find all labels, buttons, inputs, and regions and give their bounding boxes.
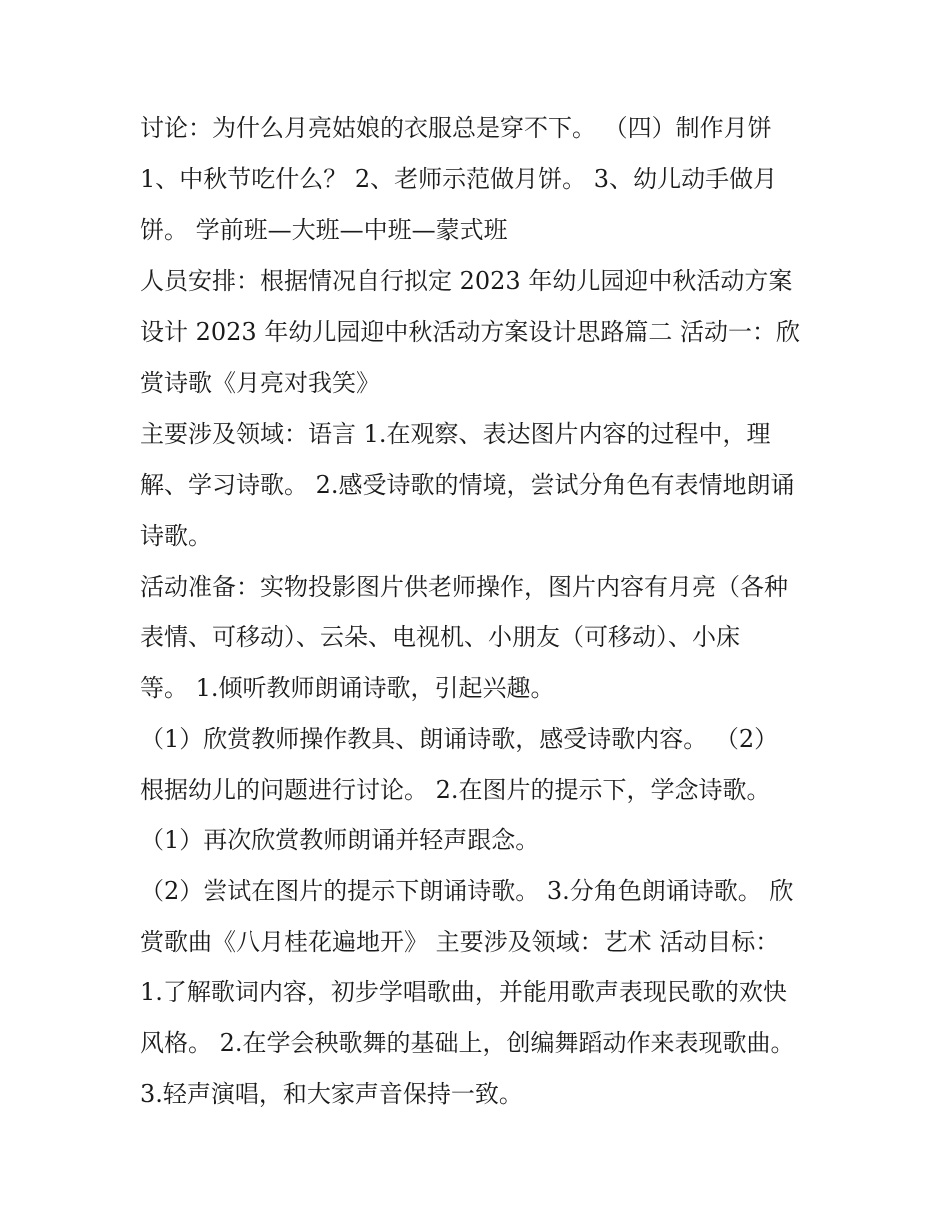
text-line: 人员安排：根据情况自行拟定 2023 年幼儿园迎中秋活动方案 [140, 267, 793, 295]
text-line: 设计 2023 年幼儿园迎中秋活动方案设计思路篇二 活动一：欣 [140, 318, 800, 346]
text-line: （2）尝试在图片的提示下朗诵诗歌。 3.分角色朗诵诗歌。 欣 [140, 877, 794, 905]
text-line: 解、学习诗歌。 2.感受诗歌的情境，尝试分角色有表情地朗诵 [140, 471, 795, 499]
text-line: 1.了解歌词内容，初步学唱歌曲，并能用歌声表现民歌的欢快 [140, 978, 787, 1006]
text-line: 赏诗歌《月亮对我笑》 [140, 369, 380, 397]
text-line: 讨论：为什么月亮姑娘的衣服总是穿不下。 （四）制作月饼 [140, 114, 772, 142]
text-line: 等。 1.倾听教师朗诵诗歌，引起兴趣。 [140, 674, 555, 702]
text-line: 活动准备：实物投影图片供老师操作，图片内容有月亮（各种 [140, 573, 788, 601]
text-line: 饼。 学前班—大班—中班—蒙式班 [140, 216, 508, 244]
text-line: （1）欣赏教师操作教具、朗诵诗歌，感受诗歌内容。 （2） [140, 725, 779, 753]
text-line: 3.轻声演唱，和大家声音保持一致。 [140, 1080, 523, 1108]
text-line: 赏歌曲《八月桂花遍地开》 主要涉及领域：艺术 活动目标： [140, 928, 780, 956]
text-line: 风格。 2.在学会秧歌舞的基础上，创编舞蹈动作来表现歌曲。 [140, 1029, 795, 1057]
text-line: （1）再次欣赏教师朗诵并轻声跟念。 [140, 826, 540, 854]
text-line: 根据幼儿的问题进行讨论。 2.在图片的提示下，学念诗歌。 [140, 776, 771, 804]
text-line: 表情、可移动）、云朵、电视机、小朋友（可移动）、小床 [140, 623, 740, 651]
text-line: 诗歌。 [140, 522, 212, 550]
text-line: 1、中秋节吃什么？ 2、老师示范做月饼。 3、幼儿动手做月 [140, 165, 778, 193]
text-line: 主要涉及领域：语言 1.在观察、表达图片内容的过程中，理 [140, 420, 771, 448]
